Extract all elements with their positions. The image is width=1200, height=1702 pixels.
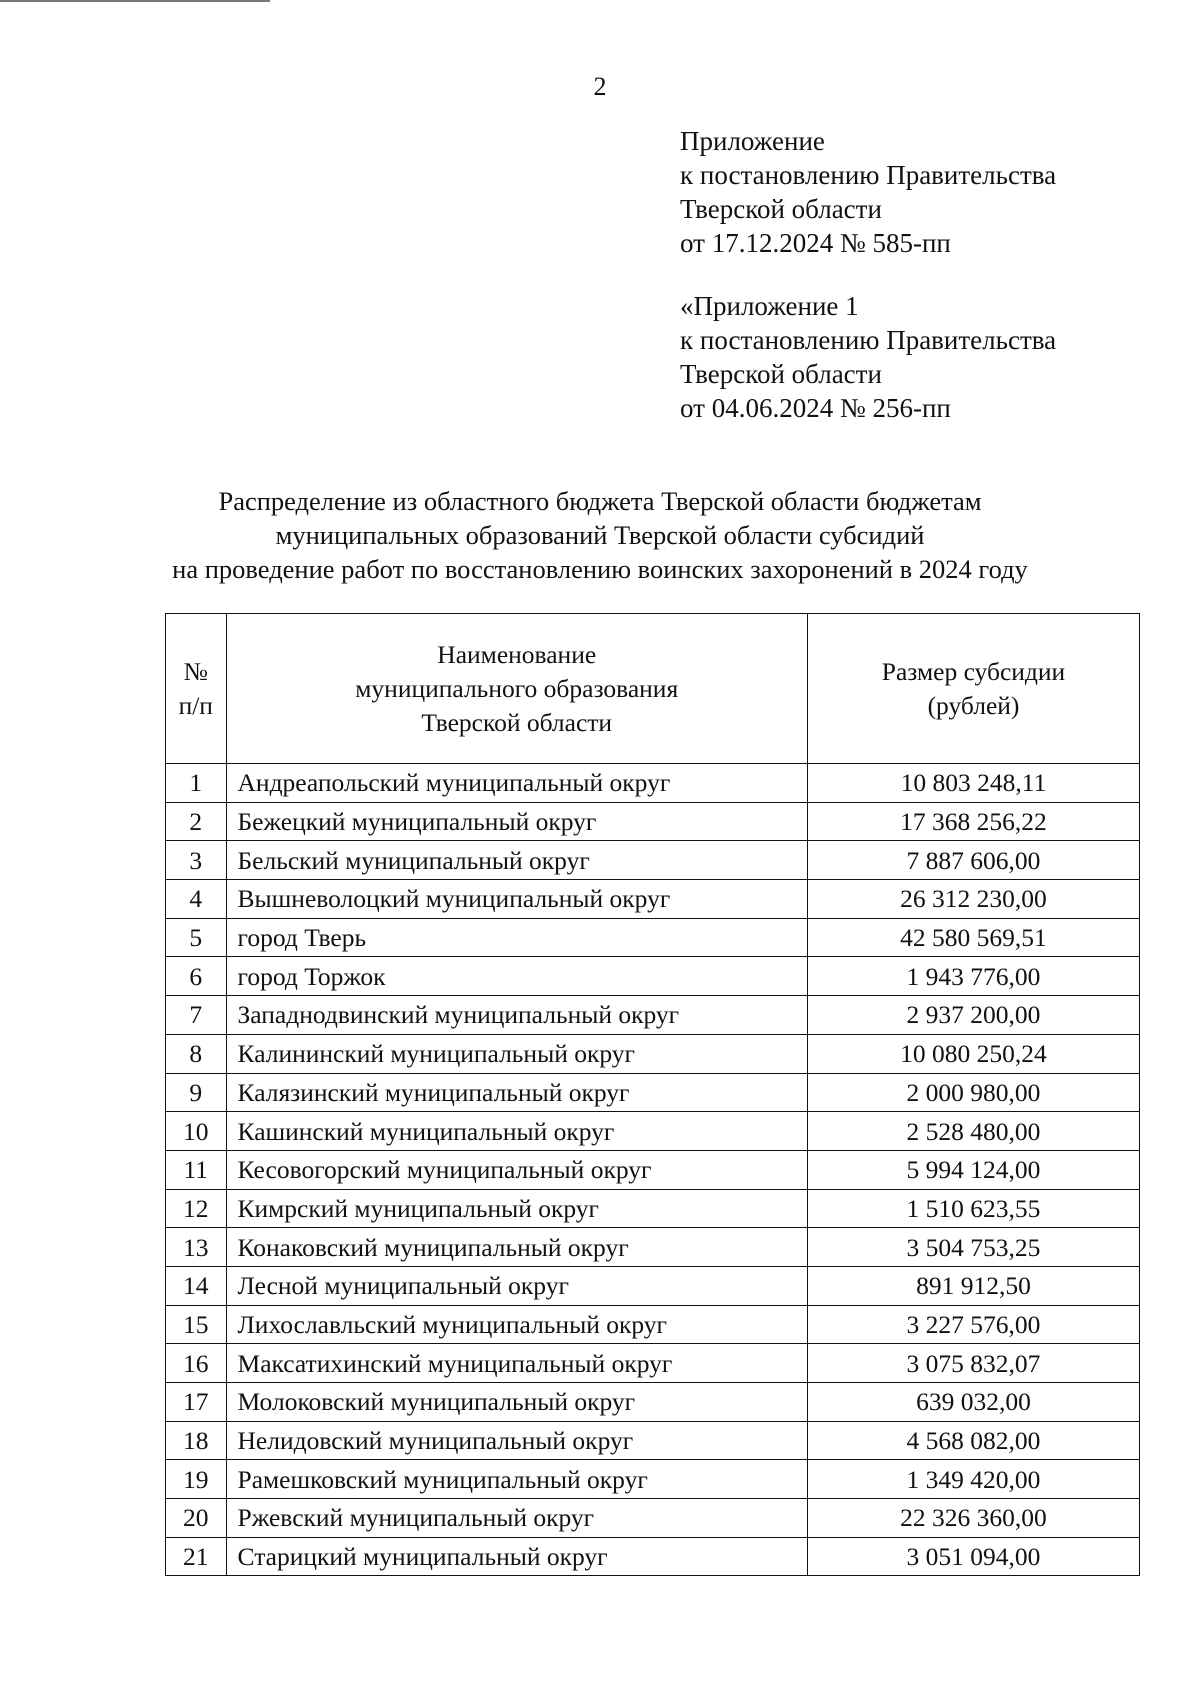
title-line1: Распределение из областного бюджета Тверской области бюджетам xyxy=(218,486,982,516)
row-municipality: Бельский муниципальный округ xyxy=(226,841,807,880)
table-row xyxy=(166,802,1140,841)
row-number: 15 xyxy=(166,1305,227,1344)
row-amount: 3 075 832,07 xyxy=(807,1344,1139,1383)
table-row xyxy=(166,880,1140,919)
row-municipality: Конаковский муниципальный округ xyxy=(226,1228,807,1267)
row-municipality: Ржевский муниципальный округ xyxy=(226,1499,807,1538)
row-amount: 1 943 776,00 xyxy=(807,957,1139,996)
table-row xyxy=(166,1073,1140,1112)
row-municipality: Кимрский муниципальный округ xyxy=(226,1189,807,1228)
appendix-current-line2: к постановлению Правительства xyxy=(680,160,1057,190)
header-municipality-line3: Тверской области xyxy=(421,707,613,737)
row-municipality: Бежецкий муниципальный округ xyxy=(226,802,807,841)
table-row xyxy=(166,957,1140,996)
table-row xyxy=(166,918,1140,957)
row-number: 10 xyxy=(166,1112,227,1151)
table-row xyxy=(166,1305,1140,1344)
title-line3: на проведение работ по восстановлению воинских захоронений в 2024 году xyxy=(172,554,1028,584)
table-body xyxy=(166,764,1140,1576)
header-amount-line2: (рублей) xyxy=(927,690,1020,720)
row-number: 11 xyxy=(166,1150,227,1189)
appendix-current-line4: от 17.12.2024 № 585-пп xyxy=(680,228,951,258)
table-row xyxy=(166,996,1140,1035)
row-number: 4 xyxy=(166,880,227,919)
header-number-line1: № xyxy=(183,656,208,686)
appendix-original-line1: «Приложение 1 xyxy=(680,291,859,321)
row-municipality: город Тверь xyxy=(226,918,807,957)
header-municipality-line2: муниципального образования xyxy=(355,673,679,703)
row-number: 19 xyxy=(166,1460,227,1499)
row-municipality: Вышневолоцкий муниципальный округ xyxy=(226,880,807,919)
appendix-current-line3: Тверской области xyxy=(680,194,882,224)
appendix-original-line2: к постановлению Правительства xyxy=(680,325,1057,355)
table-row xyxy=(166,1150,1140,1189)
row-municipality: Кашинский муниципальный округ xyxy=(226,1112,807,1151)
table-row xyxy=(166,1228,1140,1267)
title-line2: муниципальных образований Тверской области субсидий xyxy=(275,520,925,550)
appendix-header-current xyxy=(680,124,1056,260)
row-municipality: Нелидовский муниципальный округ xyxy=(226,1421,807,1460)
header-municipality-line1: Наименование xyxy=(437,639,597,669)
row-amount: 1 349 420,00 xyxy=(807,1460,1139,1499)
header-number-line2: п/п xyxy=(178,690,213,720)
row-number: 17 xyxy=(166,1383,227,1422)
row-municipality: Андреапольский муниципальный округ xyxy=(226,764,807,803)
row-amount: 10 803 248,11 xyxy=(807,764,1139,803)
row-amount: 5 994 124,00 xyxy=(807,1150,1139,1189)
row-amount: 10 080 250,24 xyxy=(807,1034,1139,1073)
appendix-original-line4: от 04.06.2024 № 256-пп xyxy=(680,393,951,423)
row-amount: 3 051 094,00 xyxy=(807,1537,1139,1576)
table-row xyxy=(166,1034,1140,1073)
row-municipality: город Торжок xyxy=(226,957,807,996)
table-row xyxy=(166,1189,1140,1228)
row-number: 5 xyxy=(166,918,227,957)
row-amount: 2 937 200,00 xyxy=(807,996,1139,1035)
row-number: 7 xyxy=(166,996,227,1035)
table-row xyxy=(166,1537,1140,1576)
row-amount: 891 912,50 xyxy=(807,1266,1139,1305)
row-amount: 1 510 623,55 xyxy=(807,1189,1139,1228)
row-amount: 3 504 753,25 xyxy=(807,1228,1139,1267)
row-municipality: Молоковский муниципальный округ xyxy=(226,1383,807,1422)
table-row xyxy=(166,1266,1140,1305)
table-row xyxy=(166,1460,1140,1499)
table-row xyxy=(166,1421,1140,1460)
header-amount-line1: Размер субсидии xyxy=(881,656,1066,686)
row-amount: 2 000 980,00 xyxy=(807,1073,1139,1112)
row-amount: 7 887 606,00 xyxy=(807,841,1139,880)
row-municipality: Калязинский муниципальный округ xyxy=(226,1073,807,1112)
row-amount: 22 326 360,00 xyxy=(807,1499,1139,1538)
row-amount: 26 312 230,00 xyxy=(807,880,1139,919)
table-row xyxy=(166,764,1140,803)
row-municipality: Максатихинский муниципальный округ xyxy=(226,1344,807,1383)
row-number: 8 xyxy=(166,1034,227,1073)
row-number: 9 xyxy=(166,1073,227,1112)
row-number: 12 xyxy=(166,1189,227,1228)
row-municipality: Рамешковский муниципальный округ xyxy=(226,1460,807,1499)
row-number: 6 xyxy=(166,957,227,996)
row-municipality: Лесной муниципальный округ xyxy=(226,1266,807,1305)
row-number: 2 xyxy=(166,802,227,841)
row-number: 20 xyxy=(166,1499,227,1538)
document-title xyxy=(0,484,1200,586)
table-row xyxy=(166,841,1140,880)
header-amount xyxy=(807,614,1139,764)
row-amount: 639 032,00 xyxy=(807,1383,1139,1422)
row-municipality: Старицкий муниципальный округ xyxy=(226,1537,807,1576)
row-municipality: Калининский муниципальный округ xyxy=(226,1034,807,1073)
row-number: 21 xyxy=(166,1537,227,1576)
row-amount: 3 227 576,00 xyxy=(807,1305,1139,1344)
row-amount: 4 568 082,00 xyxy=(807,1421,1139,1460)
header-municipality xyxy=(226,614,807,764)
subsidy-table xyxy=(165,613,1140,1576)
row-number: 3 xyxy=(166,841,227,880)
table-row xyxy=(166,1344,1140,1383)
row-number: 16 xyxy=(166,1344,227,1383)
row-amount: 2 528 480,00 xyxy=(807,1112,1139,1151)
table-row xyxy=(166,1383,1140,1422)
row-municipality: Западнодвинский муниципальный округ xyxy=(226,996,807,1035)
row-amount: 17 368 256,22 xyxy=(807,802,1139,841)
appendix-header-original xyxy=(680,289,1056,425)
row-municipality: Кесовогорский муниципальный округ xyxy=(226,1150,807,1189)
row-municipality: Лихославльский муниципальный округ xyxy=(226,1305,807,1344)
appendix-current-line1: Приложение xyxy=(680,126,825,156)
table-row xyxy=(166,1112,1140,1151)
row-number: 18 xyxy=(166,1421,227,1460)
page-number: 2 xyxy=(593,72,607,101)
row-amount: 42 580 569,51 xyxy=(807,918,1139,957)
scan-edge-line xyxy=(0,0,270,2)
row-number: 1 xyxy=(166,764,227,803)
header-number xyxy=(166,614,227,764)
row-number: 13 xyxy=(166,1228,227,1267)
row-number: 14 xyxy=(166,1266,227,1305)
table-header-row xyxy=(166,614,1140,764)
appendix-original-line3: Тверской области xyxy=(680,359,882,389)
table-row xyxy=(166,1499,1140,1538)
